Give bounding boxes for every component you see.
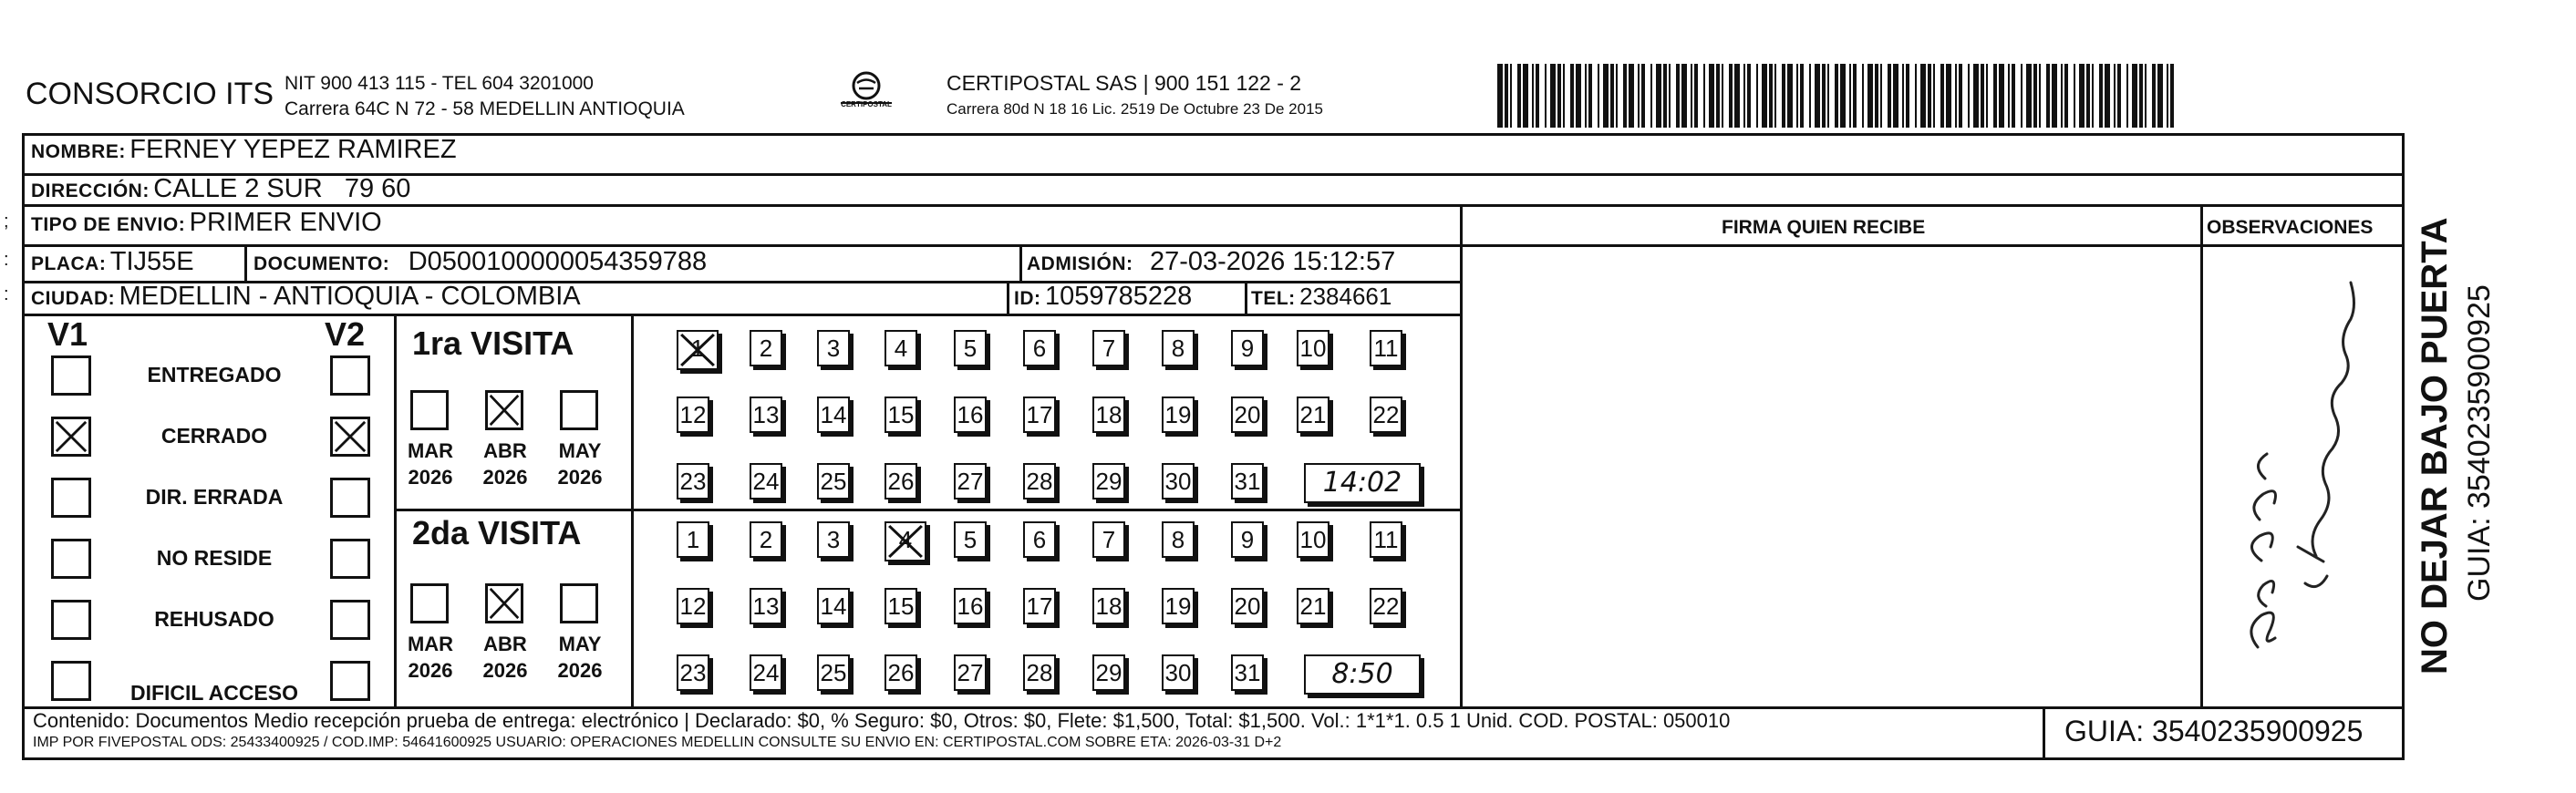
time-box[interactable]: 8:50 [1304,654,1421,695]
day-box[interactable]: 17 [1023,396,1056,433]
day-box[interactable]: 21 [1297,588,1329,624]
day-box[interactable]: 16 [954,588,987,624]
ciudad-row [31,282,581,312]
day-box[interactable]: 10 [1297,521,1329,558]
firma-label: FIRMA QUIEN RECIBE [1722,217,1926,238]
status-label: NO RESIDE [156,546,273,570]
visit1-title: 1ra VISITA [412,324,574,362]
day-box[interactable]: 18 [1092,396,1125,433]
documento-label: DOCUMENTO: [253,253,390,274]
month-name: MAY [558,439,602,462]
day-box[interactable]: 28 [1023,654,1056,691]
day-box[interactable]: 2 [750,521,782,558]
ciudad-value: MEDELLIN - ANTIOQUIA - COLOMBIA [119,282,581,311]
nombre-label: NOMBRE: [31,141,126,162]
day-box[interactable]: 24 [750,654,782,691]
status-v2-checkbox[interactable] [330,478,370,518]
day-box[interactable]: 22 [1370,588,1402,624]
day-box[interactable]: 23 [677,654,709,691]
col-divider [1245,281,1247,314]
status-v2-checkbox[interactable] [330,355,370,396]
day-box[interactable]: 19 [1162,588,1195,624]
day-box[interactable]: 29 [1092,463,1125,499]
day-box[interactable]: 8 [1162,330,1195,366]
day-box[interactable]: 14 [817,588,850,624]
day-box[interactable]: 19 [1162,396,1195,433]
col-divider [2200,204,2203,706]
tel-row [1251,283,1391,311]
day-box[interactable]: 30 [1162,463,1195,499]
direccion-value: CALLE 2 SUR 79 60 [153,174,411,203]
v2-label: V2 [325,315,366,353]
month-year: 2026 [557,466,603,489]
margin-mark: : [4,284,9,304]
row-divider [22,314,1463,316]
admision-row [1027,247,1395,277]
day-box[interactable]: 1 [677,521,709,558]
day-box[interactable]: 4 [885,330,917,366]
visit-separator [394,509,1463,511]
month-name: MAR [407,633,454,655]
day-box[interactable]: 14 [817,396,850,433]
day-box[interactable]: 7 [1092,330,1125,366]
month-year: 2026 [557,659,603,682]
status-label: ENTREGADO [147,363,282,386]
day-box[interactable]: 28 [1023,463,1056,499]
day-box[interactable]: 15 [885,396,917,433]
day-box[interactable]: 21 [1297,396,1329,433]
nombre-row [31,135,457,165]
company-name: CONSORCIO ITS [26,77,274,111]
col-divider [1007,281,1009,314]
nombre-value: FERNEY YEPEZ RAMIREZ [129,135,457,164]
status-label: CERRADO [160,424,268,448]
placa-value: TIJ55E [109,247,194,276]
month-label [554,631,605,684]
side-warning: NO DEJAR BAJO PUERTA [2415,217,2455,675]
tipo-value: PRIMER ENVIO [189,208,382,237]
tipo-row [31,208,382,238]
admision-value: 27-03-2026 15:12:57 [1149,247,1396,276]
day-box[interactable]: 17 [1023,588,1056,624]
day-box[interactable]: 31 [1231,654,1264,691]
day-box[interactable]: 3 [817,330,850,366]
day-box[interactable]: 15 [885,588,917,624]
day-box[interactable]: 27 [954,654,987,691]
observaciones-label: OBSERVACIONES [2207,217,2374,238]
status-label: REHUSADO [154,607,274,631]
month-name: MAY [558,633,602,655]
day-box[interactable]: 13 [750,396,782,433]
month-label [405,438,456,490]
col-divider [2043,706,2045,760]
company-nit: NIT 900 413 115 - TEL 604 3201000 [284,73,594,94]
status-v1-checkbox[interactable] [51,355,91,396]
status-v2-checkbox[interactable] [330,539,370,579]
visit2-title: 2da VISITA [412,514,582,551]
day-box[interactable]: 20 [1231,588,1264,624]
margin-mark: : [4,250,9,270]
day-box[interactable]: 9 [1231,521,1264,558]
status-v2-checkbox[interactable] [330,417,370,457]
month-checkbox[interactable] [560,583,598,623]
footer-imp: IMP POR FIVEPOSTAL ODS: 25433400925 / COD.IMP: 54641600925 USUARIO: OPERACIONES MEDELLIN CONSULTE SU ENVIO EN: CERTIPOSTAL.COM SOBRE ETA: 2026-03-31 D+2 [33,735,1282,750]
day-box[interactable]: 11 [1370,330,1402,366]
company-address: Carrera 64C N 72 - 58 MEDELLIN ANTIOQUIA [284,98,685,119]
status-label: DIFICIL ACCESO [129,681,298,705]
footer-guia: GUIA: 3540235900925 [2064,715,2364,747]
day-box[interactable]: 29 [1092,654,1125,691]
month-checkbox[interactable] [410,390,449,430]
day-box[interactable]: 13 [750,588,782,624]
logo-caption: CERTIPOSTAL [841,100,892,108]
day-box[interactable]: 18 [1092,588,1125,624]
status-v2-checkbox[interactable] [330,600,370,640]
tipo-label: TIPO DE ENVIO: [31,214,186,235]
day-box[interactable]: 26 [885,463,917,499]
day-box[interactable]: 5 [954,521,987,558]
status-label: DIR. ERRADA [145,485,284,509]
placa-label: PLACA: [31,253,107,274]
certipostal-logo [833,69,899,111]
month-label [405,631,456,684]
status-v1-checkbox[interactable] [51,478,91,518]
month-label [480,438,531,490]
admision-label: ADMISIÓN: [1027,253,1133,274]
day-box[interactable]: 1 [677,330,719,370]
status-v1-checkbox[interactable] [51,539,91,579]
month-label [480,631,531,684]
day-box[interactable]: 9 [1231,330,1264,366]
month-name: MAR [407,439,454,462]
day-box[interactable]: 10 [1297,330,1329,366]
direccion-row [31,174,410,204]
margin-mark: ; [4,211,9,232]
month-name: ABR [483,439,527,462]
month-year: 2026 [408,466,453,489]
month-label [554,438,605,490]
month-year: 2026 [408,659,453,682]
day-box[interactable]: 2 [750,330,782,366]
col-divider [244,244,247,281]
month-name: ABR [483,633,527,655]
month-checkbox[interactable] [410,583,449,623]
day-box[interactable]: 25 [817,463,850,499]
direccion-label: DIRECCIÓN: [31,180,150,201]
day-box[interactable]: 6 [1023,521,1056,558]
day-box[interactable]: 12 [677,588,709,624]
day-box[interactable]: 26 [885,654,917,691]
tel-value: 2384661 [1299,283,1392,310]
placa-row [31,247,194,277]
time-box[interactable]: 14:02 [1304,463,1421,503]
day-box[interactable]: 24 [750,463,782,499]
documento-value: D0500100000054359788 [408,247,708,276]
ciudad-label: CIUDAD: [31,288,116,309]
id-row [1014,282,1192,312]
month-year: 2026 [482,466,528,489]
footer-contenido: Contenido: Documentos Medio recepción prueba de entrega: electrónico | Declarado: $0, % Seguro: $0, Otros: $0, Flete: $1,500, Total: $1,500. Vol.: 1*1*1. 0.5 1 Unid. COD. POSTAL: 050010 [33,709,1731,732]
status-v2-checkbox[interactable] [330,661,370,701]
day-box[interactable]: 11 [1370,521,1402,558]
day-box[interactable]: 27 [954,463,987,499]
barcode [1497,64,2179,128]
day-box[interactable]: 30 [1162,654,1195,691]
day-box[interactable]: 6 [1023,330,1056,366]
courier-address: Carrera 80d N 18 16 Lic. 2519 De Octubre 23 De 2015 [947,100,1323,118]
month-checkbox[interactable] [560,390,598,430]
month-checkbox[interactable] [485,390,523,430]
day-box[interactable]: 4 [885,521,926,561]
day-box[interactable]: 7 [1092,521,1125,558]
status-v1-checkbox[interactable] [51,600,91,640]
day-box[interactable]: 23 [677,463,709,499]
month-year: 2026 [482,659,528,682]
status-v1-checkbox[interactable] [51,661,91,701]
day-box[interactable]: 25 [817,654,850,691]
col-divider [1460,204,1463,706]
v1-label: V1 [47,315,88,353]
id-value: 1059785228 [1044,282,1193,311]
day-box[interactable]: 8 [1162,521,1195,558]
day-box[interactable]: 31 [1231,463,1264,499]
day-box[interactable]: 20 [1231,396,1264,433]
tel-label: TEL: [1251,288,1296,309]
row-divider [22,204,2405,207]
side-guia: GUIA: 3540235900925 [2462,284,2497,602]
day-box[interactable]: 3 [817,521,850,558]
day-box[interactable]: 12 [677,396,709,433]
day-box[interactable]: 5 [954,330,987,366]
id-label: ID: [1014,288,1041,309]
month-checkbox[interactable] [485,583,523,623]
handwritten-note [2207,246,2371,702]
status-v1-checkbox[interactable] [51,417,91,457]
day-box[interactable]: 16 [954,396,987,433]
col-divider [1019,244,1022,281]
courier-name: CERTIPOSTAL SAS | 900 151 122 - 2 [947,71,1302,95]
documento-row [253,247,707,277]
day-box[interactable]: 22 [1370,396,1402,433]
